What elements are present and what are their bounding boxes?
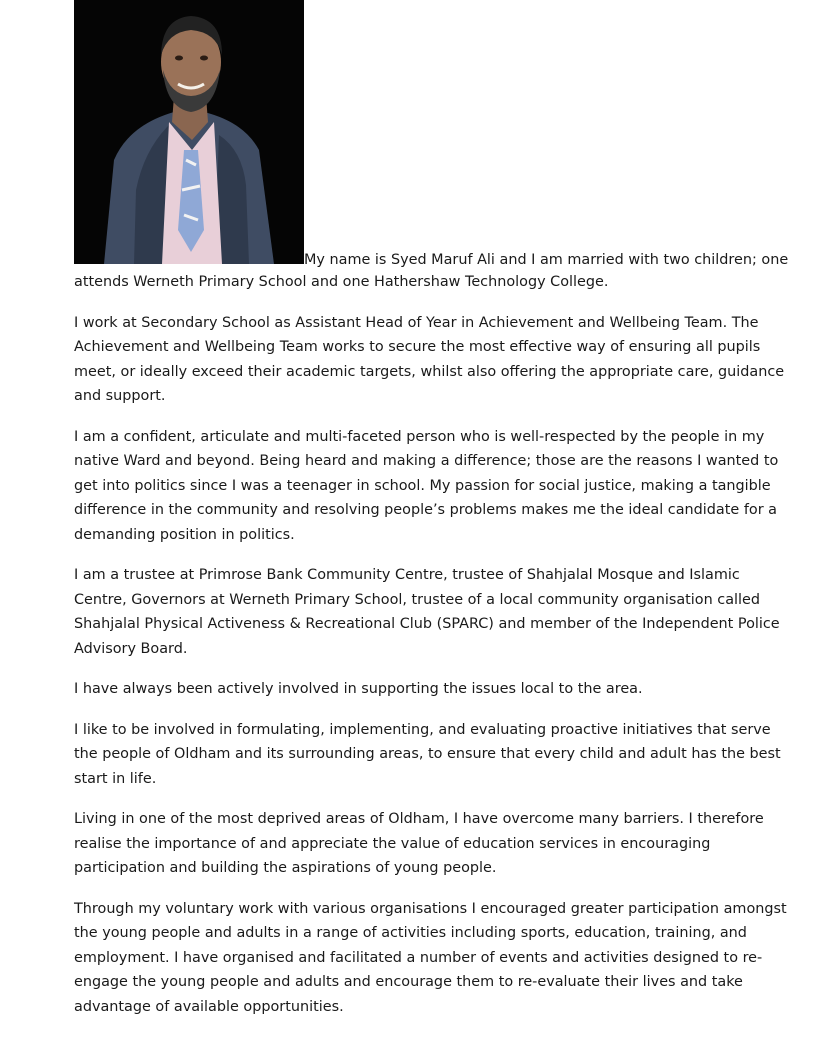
document-page [74, 0, 794, 1019]
paragraph-background: Living in one of the most deprived areas of Oldham, I have overcome many barriers. I therefore realise the importance of and appreciate the value of education services in encouraging participation and building the aspirations of young people. [74, 811, 764, 876]
paragraph-personality: I am a confident, articulate and multi-faceted person who is well-respected by the people in my native Ward and beyond. Being heard and making a difference; those are the reasons I wanted to get into politics since I was a teenager in school. My passion for social justice, making a tangible difference in the community and resolving people’s problems makes me the ideal candidate for a demanding position in politics. [74, 428, 779, 543]
paragraph-work: I work at Secondary School as Assistant Head of Year in Achievement and Wellbeing Team. The Achievement and Wellbeing Team works to secure the most effective way of ensuring all pupils meet, or ideally exceed their academic targets, whilst also offering the appropriate care, guidance and support. [74, 314, 785, 404]
intro-first-line: My name is Syed Maruf Ali and I am married with two children; one [304, 252, 789, 268]
paragraph-voluntary-work: Through my voluntary work with various organisations I encouraged greater participation amongst the young people and adults in a range of activities including sports, education, training, and employment. I have organised and facilitated a number of events and activities designed to re-engage the young people and adults and encourage them to re-evaluate their lives and take advantage of available opportunities. [74, 900, 787, 1015]
intro-row [74, 0, 794, 268]
paragraph-involvement: I have always been actively involved in supporting the issues local to the area. [74, 681, 643, 697]
intro-paragraph-continuation: attends Werneth Primary School and one Hathershaw Technology College. [74, 274, 609, 290]
paragraph-roles: I am a trustee at Primrose Bank Community Centre, trustee of Shahjalal Mosque and Islamic Centre, Governors at Werneth Primary School, trustee of a local community organisation called Shahjalal Physical Activeness & Recreational Club (SPARC) and member of the Independent Police Advisory Board. [74, 567, 780, 657]
paragraph-initiatives: I like to be involved in formulating, implementing, and evaluating proactive initiatives that serve the people of Oldham and its surrounding areas, to ensure that every child and adult has the best start in life. [74, 721, 781, 787]
portrait-illustration [74, 0, 304, 264]
portrait-photo [74, 0, 304, 264]
